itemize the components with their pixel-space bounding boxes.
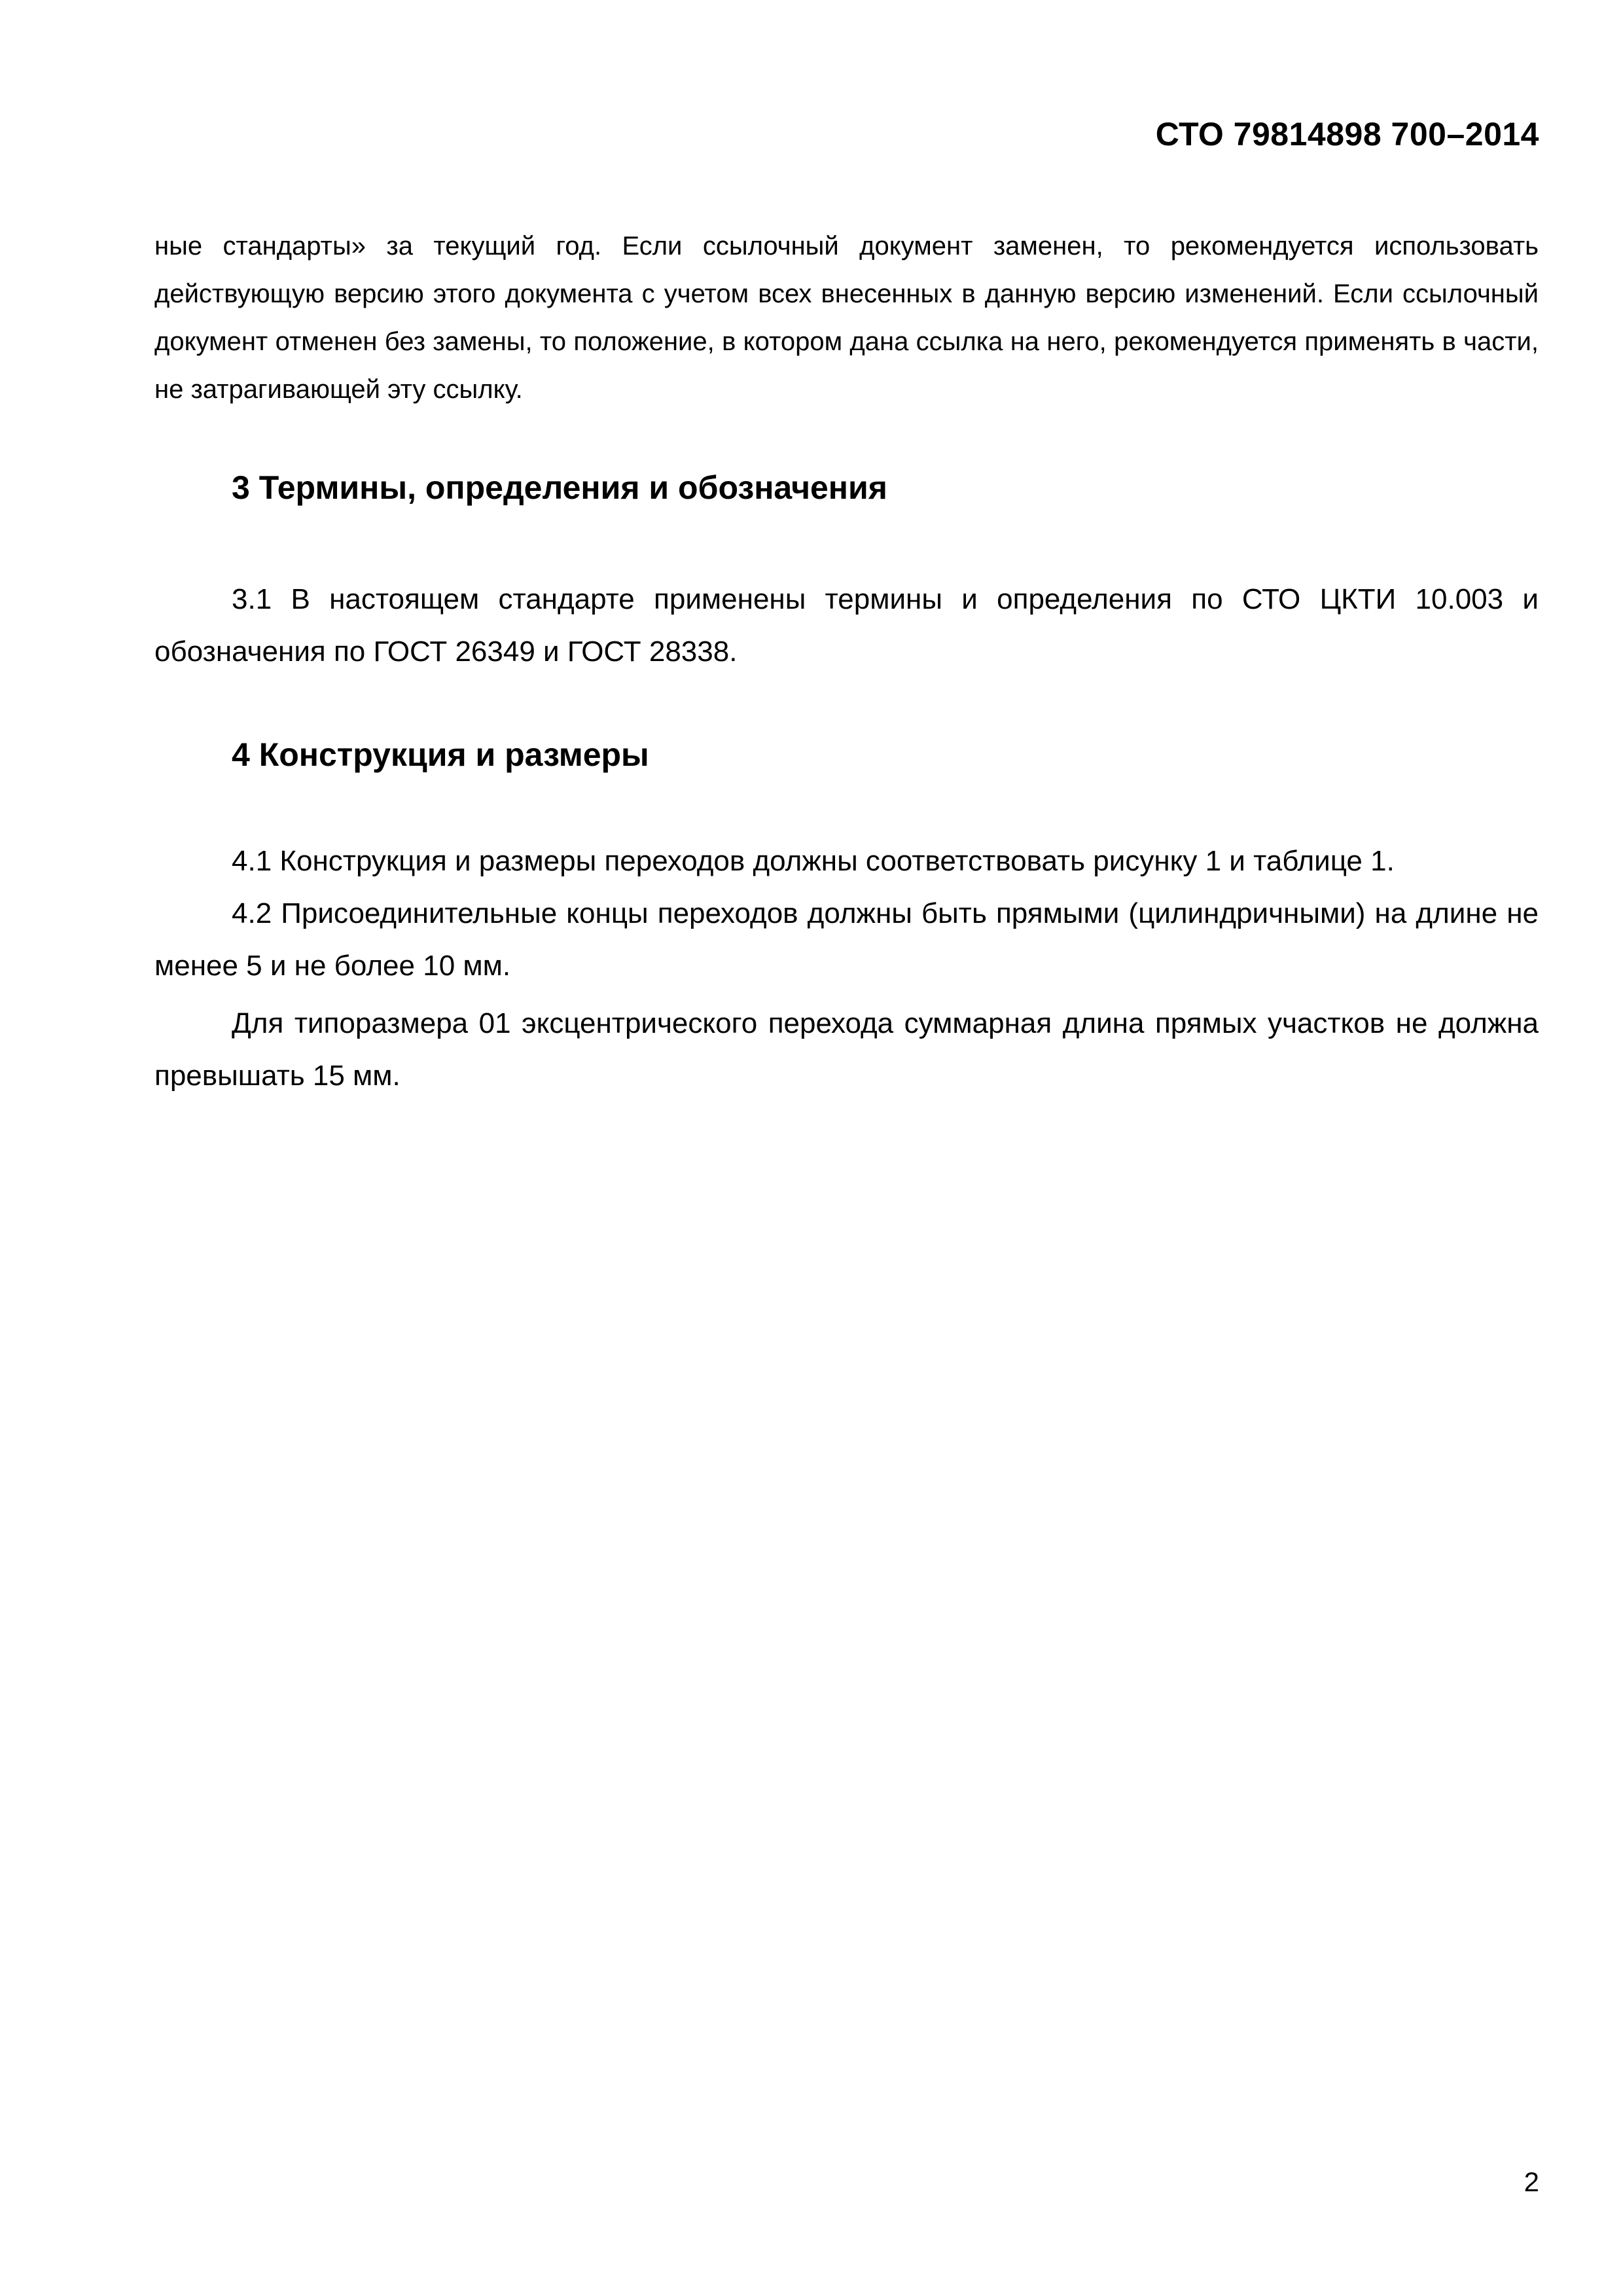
page-number: 2 — [1524, 2166, 1539, 2197]
section-4-heading: 4 Конструкция и размеры — [232, 736, 649, 773]
section-4-2-note-paragraph: Для типоразмера 01 эксцентрического перехода суммарная длина прямых участков не должна превышать 15 мм. — [154, 1007, 1539, 1092]
section-3-1-paragraph: 3.1 В настоящем стандарте применены термины и определения по СТО ЦКТИ 10.003 и обозначения по ГОСТ 26349 и ГОСТ 28338. — [154, 583, 1539, 668]
section-4-1-paragraph: 4.1 Конструкция и размеры переходов должны соответствовать рисунку 1 и таблице 1. — [232, 845, 1395, 877]
section-4-2-paragraph: 4.2 Присоединительные концы переходов должны быть прямыми (цилиндричными) на длине не менее 5 и не более 10 мм. — [154, 897, 1539, 982]
section-3-body — [154, 573, 1539, 678]
intro-block — [154, 223, 1539, 414]
section-4-body — [154, 835, 1539, 1102]
section-3-heading: 3 Термины, определения и обозначения — [232, 469, 887, 506]
document-code-header: СТО 79814898 700–2014 — [1155, 116, 1539, 152]
intro-paragraph: ные стандарты» за текущий год. Если ссылочный документ заменен, то рекомендуется использовать действующую версию этого документа с учетом всех внесенных в данную версию изменений. Если ссылочный документ отменен без замены, то положение, в котором дана ссылка на него, рекомендуется применять в части, не затрагивающей эту ссылку. — [154, 232, 1539, 404]
